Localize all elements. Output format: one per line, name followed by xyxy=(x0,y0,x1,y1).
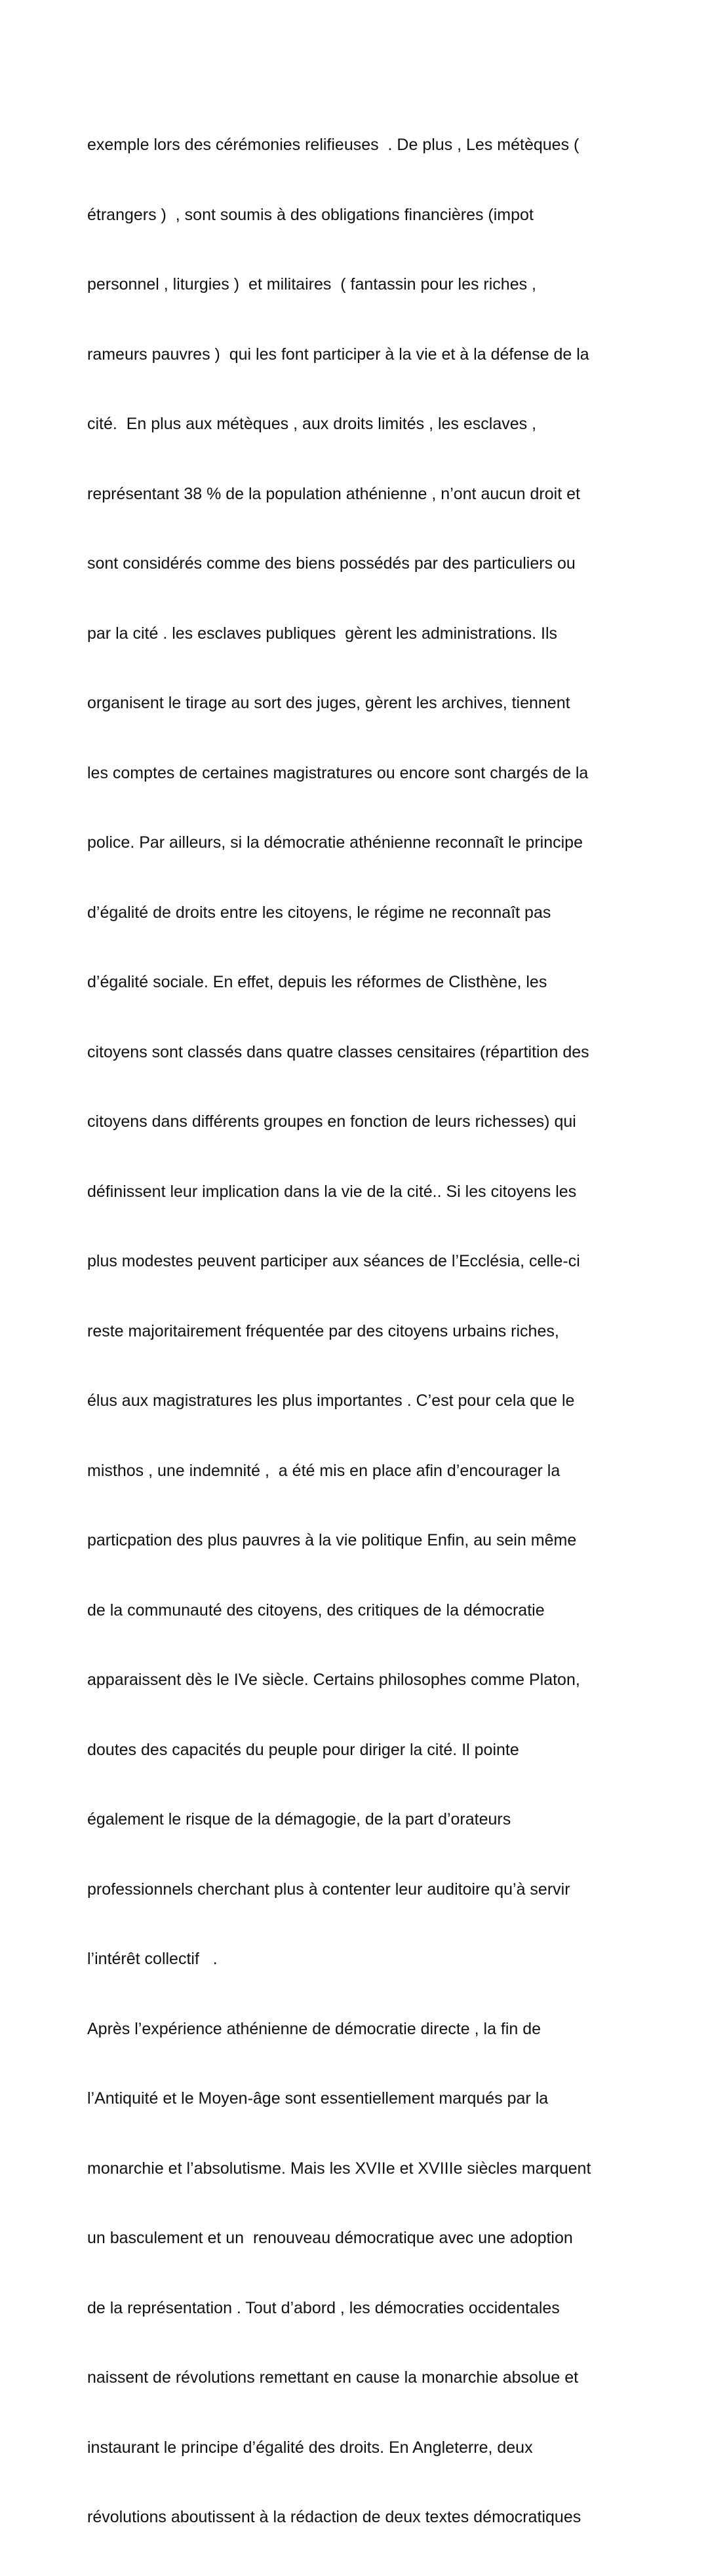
text-line: professionnels cherchant plus à contenter leur auditoire qu’à servir xyxy=(87,1880,570,1899)
text-line: plus modestes peuvent participer aux séances de l’Ecclésia, celle-ci xyxy=(87,1252,580,1270)
text-line: organisent le tirage au sort des juges, gèrent les archives, tiennent xyxy=(87,694,570,712)
text-line: représentant 38 % de la population athénienne , n’ont aucun droit et xyxy=(87,484,580,503)
text-line: naissent de révolutions remettant en cause la monarchie absolue et xyxy=(87,2368,579,2387)
text-line: de la communauté des citoyens, des critiques de la démocratie xyxy=(87,1601,545,1619)
text-line: personnel , liturgies ) et militaires ( fantassin pour les riches , xyxy=(87,275,536,294)
text-line: instaurant le principe d’égalité des droits. En Angleterre, deux xyxy=(87,2438,533,2457)
text-line: définissent leur implication dans la vie de la cité.. Si les citoyens les xyxy=(87,1182,577,1201)
text-line: révolutions aboutissent à la rédaction de deux textes démocratiques xyxy=(87,2508,581,2526)
text-line: d’égalité sociale. En effet, depuis les réformes de Clisthène, les xyxy=(87,973,547,991)
text-line: un basculement et un renouveau démocratique avec une adoption xyxy=(87,2229,573,2247)
text-line: misthos , une indemnité , a été mis en place afin d’encourager la xyxy=(87,1461,560,1480)
text-line: rameurs pauvres ) qui les font participer à la vie et à la défense de la xyxy=(87,345,589,364)
text-line: monarchie et l’absolutisme. Mais les XVIIe et XVIIIe siècles marquent xyxy=(87,2159,591,2178)
text-line: citoyens dans différents groupes en fonction de leurs richesses) qui xyxy=(87,1112,576,1131)
text-line: apparaissent dès le IVe siècle. Certains philosophes comme Platon, xyxy=(87,1671,580,1689)
body-text xyxy=(87,87,651,2576)
text-line: d’égalité de droits entre les citoyens, le régime ne reconnaît pas xyxy=(87,903,551,922)
text-line: exemple lors des cérémonies relifieuses . De plus , Les métèques ( xyxy=(87,136,580,154)
text-line: citoyens sont classés dans quatre classes censitaires (répartition des xyxy=(87,1042,589,1061)
text-line: également le risque de la démagogie, de la part d’orateurs xyxy=(87,1810,511,1828)
text-line: sont considérés comme des biens possédés par des particuliers ou xyxy=(87,554,576,573)
text-line: particpation des plus pauvres à la vie politique Enfin, au sein même xyxy=(87,1531,577,1549)
text-line: l’intérêt collectif . xyxy=(87,1950,218,1968)
text-line: police. Par ailleurs, si la démocratie athénienne reconnaît le principe xyxy=(87,833,583,852)
text-line: élus aux magistratures les plus importantes . C’est pour cela que le xyxy=(87,1392,575,1410)
text-line: l’Antiquité et le Moyen-âge sont essentiellement marqués par la xyxy=(87,2089,549,2108)
text-line: les comptes de certaines magistratures ou encore sont chargés de la xyxy=(87,763,589,782)
text-line: Après l’expérience athénienne de démocratie directe , la fin de xyxy=(87,2019,541,2038)
text-line: étrangers ) , sont soumis à des obligations financières (impot xyxy=(87,205,534,224)
text-line: de la représentation . Tout d’abord , les démocraties occidentales xyxy=(87,2298,560,2317)
text-line: par la cité . les esclaves publiques gèrent les administrations. Ils xyxy=(87,624,558,643)
text-line: doutes des capacités du peuple pour diriger la cité. Il pointe xyxy=(87,1740,519,1759)
text-line: cité. En plus aux métèques , aux droits limités , les esclaves , xyxy=(87,415,537,433)
text-line: reste majoritairement fréquentée par des citoyens urbains riches, xyxy=(87,1321,559,1340)
